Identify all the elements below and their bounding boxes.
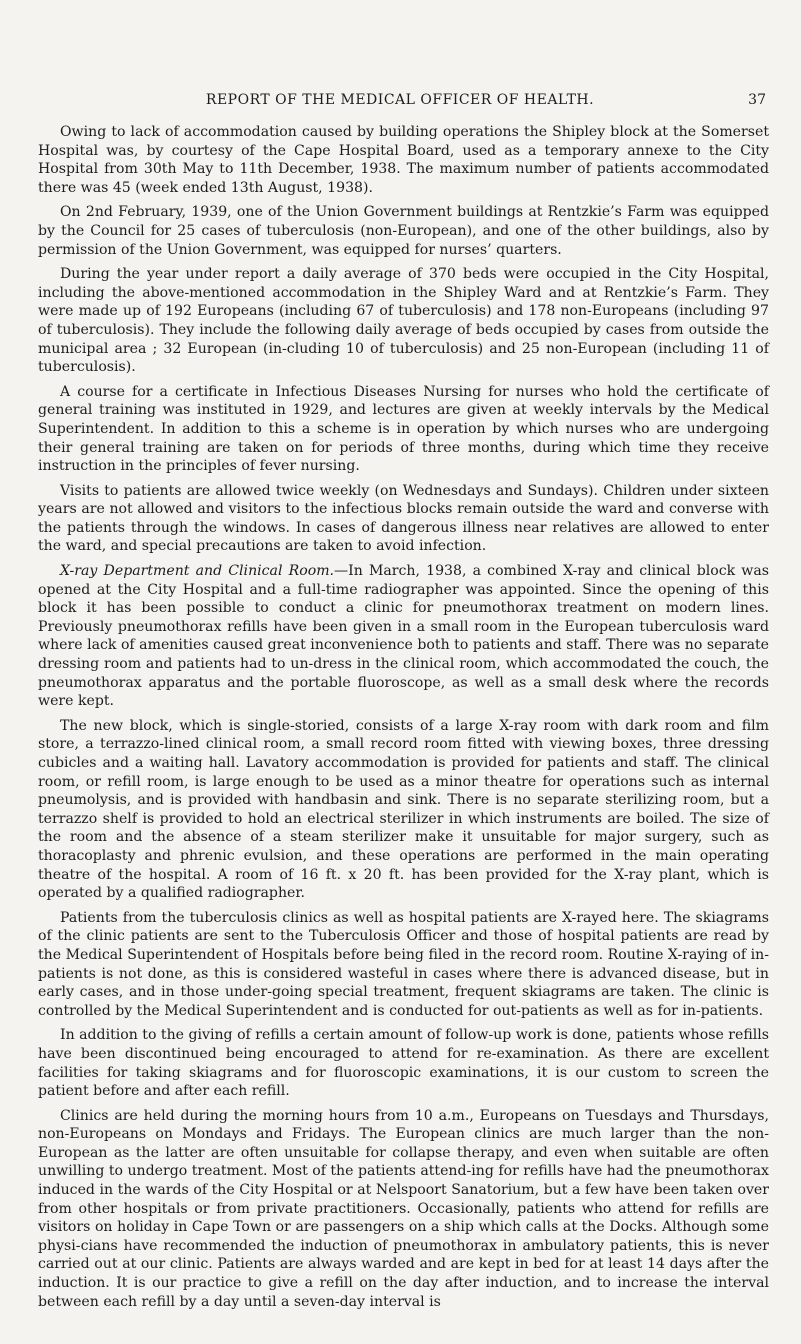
paragraph-visits: Visits to patients are allowed twice weekly (on Wednesdays and Sundays). Children under sixteen years are not allowed and visitors to the infectious blocks remain outside the ward and converse with the patients through the windows. In cases of dangerous illness near relatives are allowed to enter the ward, and special precautions are taken to avoid infection. [38, 482, 769, 555]
running-header: REPORT OF THE MEDICAL OFFICER OF HEALTH. [205, 92, 595, 108]
paragraph-clinic-hours: Clinics are held during the morning hours from 10 a.m., Europeans on Tuesdays and Thursdays, non-Europeans on Mondays and Fridays. The European clinics are much larger than the non-European as the latter are often unsuitable for collapse therapy, and even when suitable are often unwilling to undergo treatment. Most of the patients attend-ing for refills have had the pneumothorax induced in the wards of the City Hospital or at Nelspoort Sanatorium, but a few have been taken over from other hospitals or from private practitioners. Occasionally, patients who attend for refills are visitors on holiday in Cape Town or are passengers on a ship which calls at the Docks. Although some physi-cians have recommended the induction of pneumothorax in ambulatory patients, this is never carried out at our clinic. Patients are always warded and are kept in bed for at least 14 days after the induction. It is our practice to give a refill on the day after induction, and to increase the interval between each refill by a day until a seven-day interval is [38, 1107, 769, 1310]
paragraph-shipley-block: Owing to lack of accommodation caused by building operations the Shipley block at the Somerset Hospital was, by courtesy of the Cape Hospital Board, used as a temporary annexe to the City Hospital from 30th May to 11th December, 1938. The maximum number of patients accommodated there was 45 (week ended 13th August, 1938). [38, 124, 769, 196]
body-text [38, 123, 769, 1317]
paragraph-daily-average-beds: During the year under report a daily average of 370 beds were occupied in the City Hospital, including the above-mentioned accommodation in the Shipley Ward and at Rentzkie’s Farm. They were made up of 192 Europeans (including 67 of tuberculosis) and 178 non-Europeans (including 97 of tuberculosis). They include the following daily average of beds occupied by cases from outside the municipal area ; 32 European (in-cluding 10 of tuberculosis) and 25 non-European (including 11 of tuberculosis). [38, 266, 769, 376]
paragraph-xray-department [38, 562, 769, 711]
page-number: 37 [748, 92, 766, 108]
paragraph-tb-clinic-patients: Patients from the tuberculosis clinics as well as hospital patients are X-rayed here. The skiagrams of the clinic patients are sent to the Tuberculosis Officer and those of hospital patients are read by the Medical Superintendent of Hospitals before being filed in the record room. Routine X-raying of in-patients is not done, as this is considered wasteful in cases where there is advanced disease, but in early cases, and in those under-going special treatment, frequent skiagrams are taken. The clinic is controlled by the Medical Superintendent and is conducted for out-patients as well as for in-patients. [38, 909, 769, 1019]
paragraph-nursing-course: A course for a certificate in Infectious Diseases Nursing for nurses who hold the certificate of general training was instituted in 1929, and lectures are given at weekly intervals by the Medical Superintendent. In addition to this a scheme is in operation by which nurses who are undergoing their general training are taken on for periods of three months, during which time they receive instruction in the principles of fever nursing. [38, 383, 769, 475]
xray-section-text: —In March, 1938, a combined X-ray and clinical block was opened at the City Hospital and a full-time radiographer was appointed. Since the opening of this block it has been possible to conduct a clinic for pneumothorax treatment on modern lines. Previously pneumothorax refills have been given in a small room in the European tuberculosis ward where lack of amenities caused great inconvenience both to patients and staff. There was no separate dressing room and patients had to un-dress in the clinical room, which accommodated the couch, the pneumothorax apparatus and the portable fluoroscope, as well as a small desk where the records were kept. [38, 563, 769, 710]
paragraph-new-block: The new block, which is single-storied, consists of a large X-ray room with dark room and film store, a terrazzo-lined clinical room, a small record room fitted with viewing boxes, three dressing cubicles and a waiting hall. Lavatory accommodation is provided for patients and staff. The clinical room, or refill room, is large enough to be used as a minor theatre for operations such as internal pneumolysis, and is provided with handbasin and sink. There is no separate sterilizing room, but a terrazzo shelf is provided to hold an electrical sterilizer in which instruments are boiled. The size of the room and the absence of a steam sterilizer make it unsuitable for major surgery, such as thoracoplasty and phrenic evulsion, and these operations are performed in the main operating theatre of the hospital. A room of 16 ft. x 20 ft. has been provided for the X-ray plant, which is operated by a qualified radiographer. [38, 717, 769, 902]
paragraph-follow-up: In addition to the giving of refills a certain amount of follow-up work is done, patients whose refills have been discontinued being encouraged to attend for re-examination. As there are excellent facilities for taking skiagrams and for fluoroscopic examinations, it is our custom to screen the patient before and after each refill. [38, 1027, 769, 1100]
section-heading-xray: X-ray Department and Clinical Room. [60, 563, 335, 580]
paragraph-rentzkies-farm: On 2nd February, 1939, one of the Union Government buildings at Rentzkie’s Farm was equipped by the Council for 25 cases of tuberculosis (non-European), and one of the other buildings, also by permission of the Union Government, was equipped for nurses’ quarters. [38, 204, 769, 258]
